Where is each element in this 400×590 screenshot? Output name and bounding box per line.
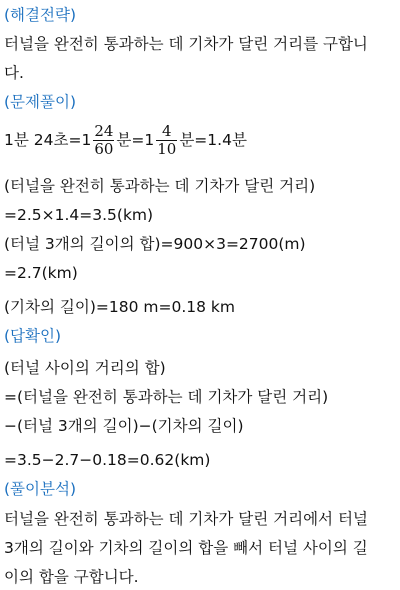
strategy-text-line-1: 터널을 완전히 통과하는 데 기차가 달린 거리를 구합니 [4,35,368,53]
fraction-denominator: 10 [157,140,177,158]
distance-label: (터널을 완전히 통과하는 데 기차가 달린 거리) [4,177,316,195]
tunnels-total-length: (터널 3개의 길이의 합)=900×3=2700(m) [4,235,306,253]
fraction-24-60 [93,123,114,158]
section-heading-strategy: (해결전략) [4,6,76,24]
time-suffix: 분=1.4분 [179,131,247,149]
analysis-line-1: 터널을 완전히 통과하는 데 기차가 달린 거리에서 터널 [4,510,368,528]
fraction-numerator: 4 [156,123,177,141]
section-heading-solution: (문제풀이) [4,93,76,111]
tunnels-total-km: =2.7(km) [4,264,78,282]
check-line-3: −(터널 3개의 길이)−(기차의 길이) [4,417,244,435]
fraction-4-10 [156,123,177,158]
check-line-1: (터널 사이의 거리의 합) [4,359,166,377]
time-mid: 분=1 [116,131,155,149]
analysis-line-2: 3개의 길이와 기차의 길이의 합을 빼서 터널 사이의 길 [4,539,368,557]
analysis-line-3: 이의 합을 구합니다. [4,568,139,586]
distance-calculation: =2.5×1.4=3.5(km) [4,206,154,224]
time-prefix: 1분 24초=1 [4,131,92,149]
fraction-numerator: 24 [94,122,114,140]
fraction-denominator: 60 [94,140,114,158]
check-line-4: =3.5−2.7−0.18=0.62(km) [4,451,211,469]
section-heading-analysis: (풀이분석) [4,480,76,498]
section-heading-check: (답확인) [4,327,62,345]
time-conversion-line [4,120,398,160]
check-line-2: =(터널을 완전히 통과하는 데 기차가 달린 거리) [4,388,329,406]
train-length: (기차의 길이)=180 m=0.18 km [4,298,235,316]
strategy-text-line-2: 다. [4,64,24,82]
